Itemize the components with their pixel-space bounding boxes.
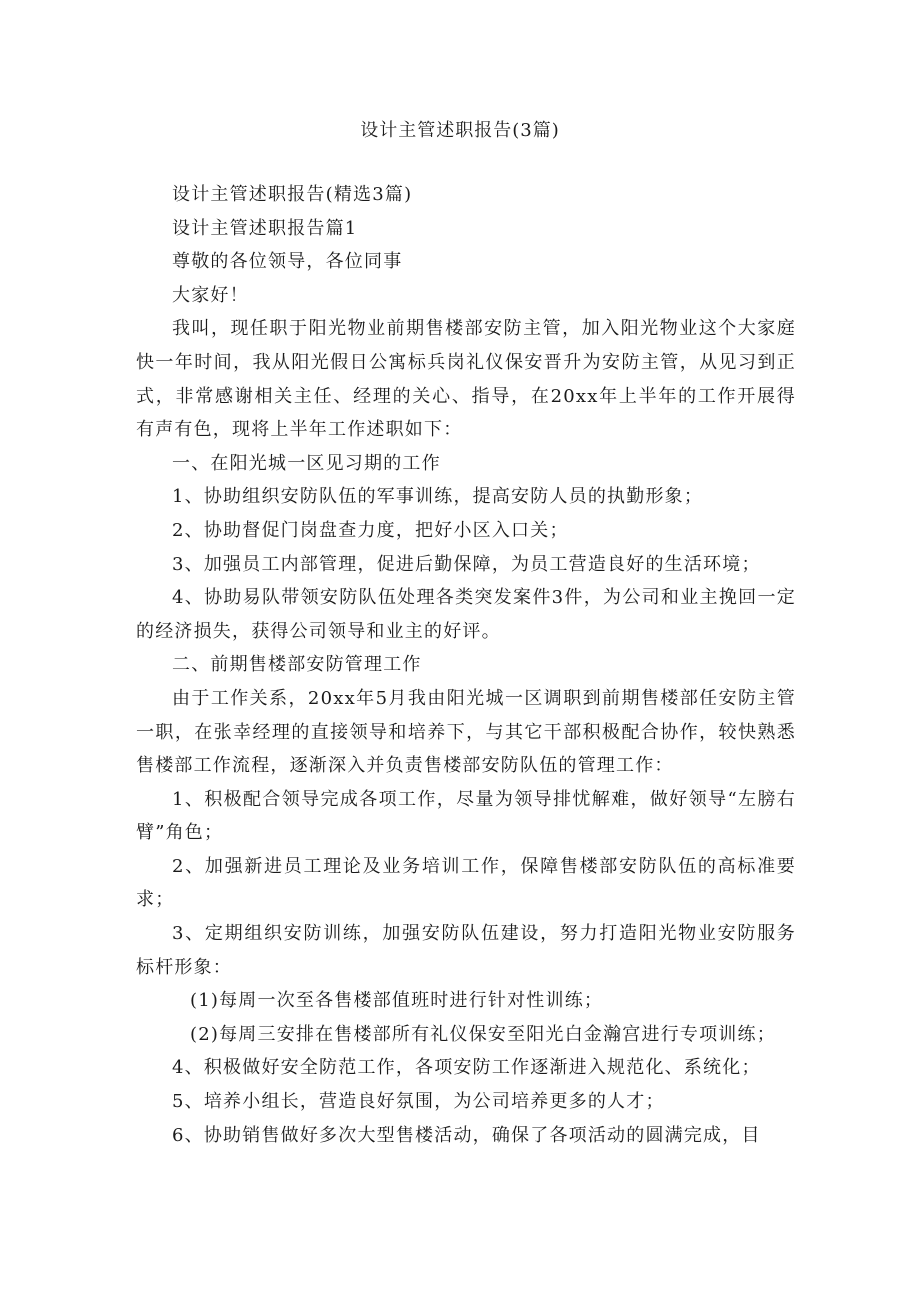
- greeting: 大家好！: [172, 284, 249, 306]
- part-two-heading: 二、前期售楼部安防管理工作: [172, 654, 422, 676]
- list-item: 1、协助组织安防队伍的军事训练，提高安防人员的执勤形象；: [172, 486, 704, 508]
- list-item: 1、积极配合领导完成各项工作，尽量为领导排忧解难，做好领导“左膀右臂”角色；: [136, 788, 796, 844]
- list-item: 4、协助易队带领安防队伍处理各类突发案件3件，为公司和业主挽回一定的经济损失，获得公司领导和业主的好评。: [136, 587, 796, 642]
- list-item: 2、加强新进员工理论及业务培训工作，保障售楼部安防队伍的高标准要求；: [136, 855, 796, 911]
- intro-paragraph: 我叫，现任职于阳光物业前期售楼部安防主管，加入阳光物业这个大家庭快一年时间，我从阳光假日公寓标兵岗礼仪保安晋升为安防主管，从见习到正式，非常感谢相关主任、经理的关心、指导，在20xx年上半年的工作开展得有声有色，现将上半年工作述职如下：: [136, 318, 796, 441]
- part-one-heading: 一、在阳光城一区见习期的工作: [172, 452, 441, 474]
- list-item: 2、协助督促门岗盘查力度，把好小区入口关；: [172, 519, 569, 541]
- document-title: 设计主管述职报告(3篇): [360, 120, 560, 141]
- list-item: 4、积极做好安全防范工作，各项安防工作逐渐进入规范化、系统化；: [172, 1057, 761, 1079]
- list-item: 3、加强员工内部管理，促进后勤保障，为员工营造良好的生活环境；: [172, 553, 761, 575]
- sub-list-item: (2)每周三安排在售楼部所有礼仪保安至阳光白金瀚宫进行专项训练；: [190, 1023, 776, 1045]
- list-item: 5、培养小组长，营造良好氛围，为公司培养更多的人才；: [172, 1091, 665, 1113]
- salutation: 尊敬的各位领导，各位同事: [172, 251, 403, 273]
- body-paragraph: 由于工作关系，20xx年5月我由阳光城一区调职到前期售楼部任安防主管一职，在张幸经理的直接领导和培养下，与其它干部积极配合协作，较快熟悉售楼部工作流程，逐渐深入并负责售楼部安防队伍的管理工作：: [136, 687, 796, 777]
- list-item: 3、定期组织安防训练，加强安防队伍建设，努力打造阳光物业安防服务标杆形象：: [136, 923, 796, 978]
- subtitle: 设计主管述职报告(精选3篇): [172, 184, 413, 205]
- section-heading: 设计主管述职报告篇1: [172, 217, 358, 239]
- sub-list-item: (1)每周一次至各售楼部值班时进行针对性训练；: [190, 990, 604, 1012]
- list-item: 6、协助销售做好多次大型售楼活动，确保了各项活动的圆满完成，目: [172, 1124, 761, 1146]
- document-body: [136, 178, 796, 1152]
